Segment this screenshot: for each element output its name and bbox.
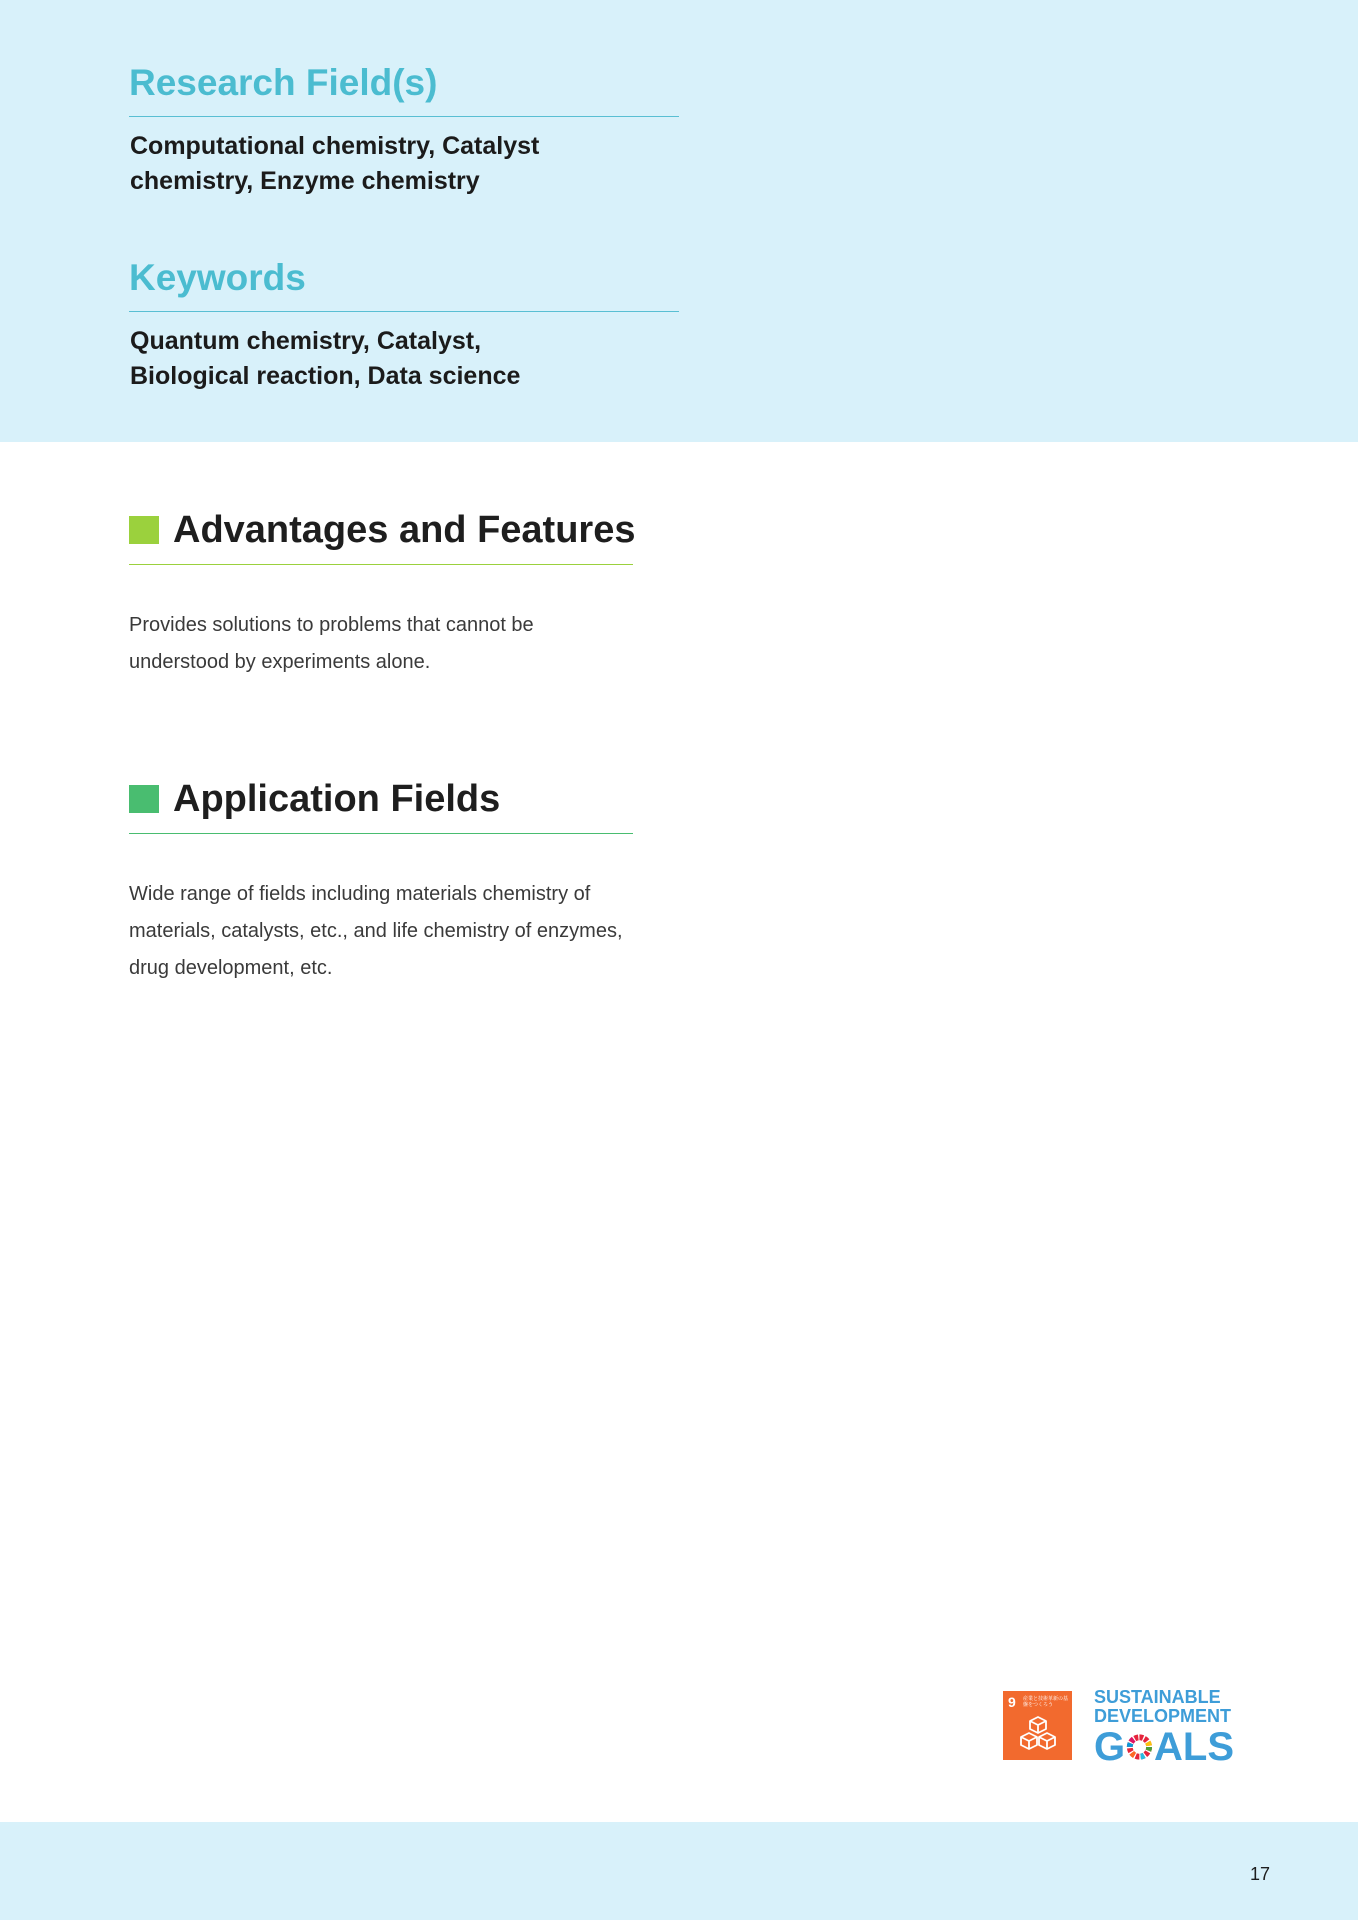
research-fields-line: Computational chemistry, Catalyst bbox=[130, 132, 540, 160]
sdg-goal-9-tile bbox=[1003, 1691, 1072, 1760]
advantages-square-icon bbox=[129, 516, 159, 544]
sdg-color-wheel-icon bbox=[1126, 1731, 1153, 1763]
sdg-goal-number: 9 bbox=[1008, 1694, 1016, 1710]
sdg-goal-tile-text: 産業と技術革新の基盤をつくろう bbox=[1023, 1696, 1069, 1708]
footer-band bbox=[0, 1822, 1358, 1920]
page-number: 17 bbox=[1249, 1864, 1270, 1884]
keywords-line: Quantum chemistry, Catalyst, bbox=[130, 327, 482, 355]
applications-body-line: drug development, etc. bbox=[129, 957, 333, 979]
advantages-body-line: Provides solutions to problems that cannot be bbox=[129, 614, 534, 636]
sdg-goals-als: ALS bbox=[1154, 1725, 1234, 1769]
advantages-heading: Advantages and Features bbox=[173, 509, 636, 551]
applications-heading: Application Fields bbox=[173, 778, 501, 820]
advantages-body-line: understood by experiments alone. bbox=[129, 651, 431, 673]
applications-body-line: Wide range of fields including materials chemistry of bbox=[129, 883, 591, 905]
keywords-value bbox=[130, 324, 690, 394]
top-info-band bbox=[0, 0, 1358, 442]
applications-square-icon bbox=[129, 785, 159, 813]
sdg-wordmark-line: DEVELOPMENT bbox=[1094, 1706, 1232, 1726]
sdg-goals-g: G bbox=[1094, 1725, 1126, 1769]
applications-heading-row bbox=[129, 779, 500, 819]
applications-body bbox=[129, 876, 649, 987]
advantages-rule bbox=[129, 564, 633, 565]
keywords-rule bbox=[129, 311, 679, 312]
sdg-wordmark-line: SUSTAINABLE bbox=[1094, 1687, 1221, 1707]
sdg-goals-word bbox=[1094, 1727, 1234, 1767]
keywords-line: Biological reaction, Data science bbox=[130, 362, 521, 390]
research-fields-label: Research Field(s) bbox=[129, 62, 438, 103]
advantages-body bbox=[129, 607, 649, 681]
sdg-wordmark-logo bbox=[1094, 1688, 1234, 1767]
cubes-icon bbox=[1019, 1715, 1057, 1755]
applications-rule bbox=[129, 833, 633, 834]
keywords-label: Keywords bbox=[129, 257, 306, 298]
advantages-heading-row bbox=[129, 510, 635, 550]
research-fields-line: chemistry, Enzyme chemistry bbox=[130, 167, 480, 195]
applications-body-line: materials, catalysts, etc., and life chemistry of enzymes, bbox=[129, 920, 623, 942]
research-fields-value bbox=[130, 129, 690, 199]
research-fields-rule bbox=[129, 116, 679, 117]
